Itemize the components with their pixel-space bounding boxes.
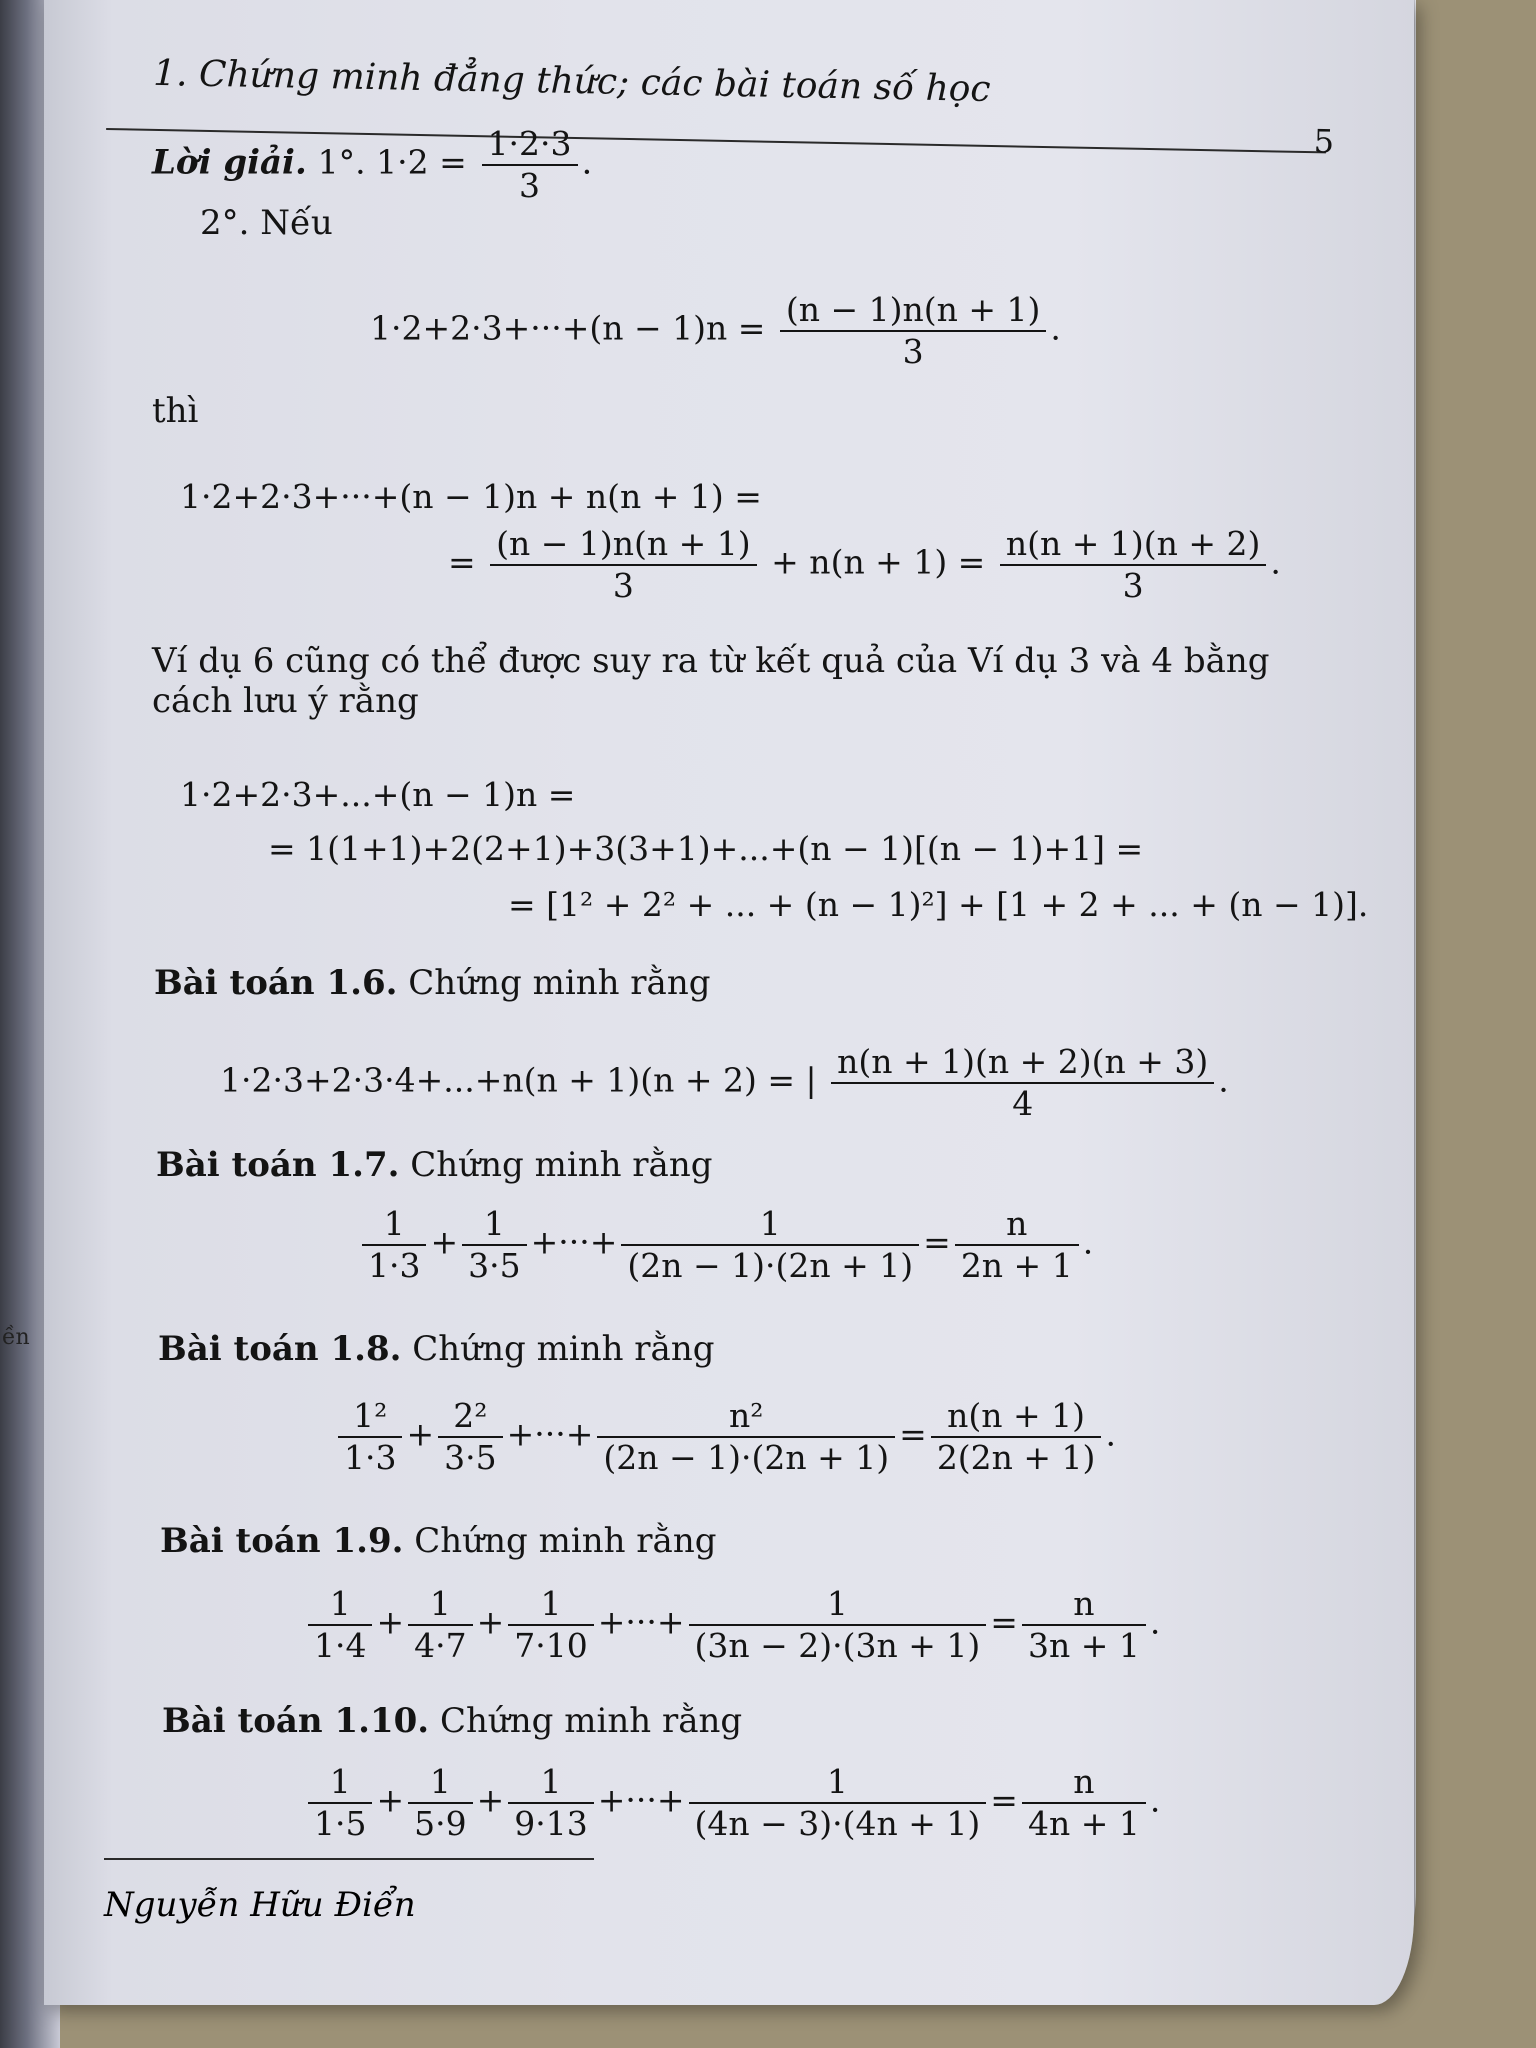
problem-1-8-equation: $\frac{\text{1²}}{1\cdot 3}$ + $\frac{\text{2²}}{3\cdot 5}$ +···+ $\frac{\text{n²}}{(2n - 1)\cdot(2n + 1)}$ = $\frac{n(n + 1)}{2(2n + 1)}$ .: [334, 1396, 1116, 1477]
step1-prefix: 1°. 1·2 =: [317, 142, 467, 182]
p9-t2-num: 1: [408, 1584, 472, 1626]
p8-dots: +···+: [506, 1414, 594, 1454]
problem-label: Bài toán 1.9.: [160, 1521, 404, 1561]
p10-term1: [308, 1762, 372, 1843]
p7-t2-den: 3·5: [468, 1245, 521, 1285]
p10-dots: +···+: [597, 1780, 685, 1820]
p7-t2-num: 1: [462, 1204, 526, 1246]
problem-1-6-heading: [154, 962, 710, 1005]
p10-t3-den: 9·13: [514, 1803, 588, 1843]
step1-den: 3: [519, 165, 541, 205]
solution-step-1: Lời giải. 1°. 1·2 = $\frac{1\cdot 2\cdot 3}{3}$ .: [152, 124, 593, 205]
p9-term2: [408, 1584, 472, 1665]
p10-tn-num: 1: [689, 1762, 987, 1804]
p10-t1-den: 1·5: [314, 1803, 367, 1843]
p9-tn-num: 1: [689, 1584, 987, 1626]
chapter-title: 1. Chứng minh đẳng thức; các bài toán số học: [152, 52, 991, 110]
p9-t1-num: 1: [308, 1584, 372, 1626]
eq2-mid: + n(n + 1) =: [771, 542, 986, 582]
problem-text: Chứng minh rằng: [414, 1521, 717, 1561]
eq2-num2: n(n + 1)(n + 2): [1000, 524, 1267, 566]
p9-dots: +···+: [597, 1602, 685, 1642]
p9-t3-den: 7·10: [514, 1625, 588, 1665]
spine-fragment: ền: [2, 1325, 30, 1350]
p8-tn-den: (2n − 1)·(2n + 1): [603, 1437, 890, 1477]
p8-t1-den: 1·3: [344, 1437, 397, 1477]
page-number: 5: [1313, 122, 1335, 161]
p7-t1-num: 1: [362, 1204, 426, 1246]
footer-author: Nguyễn Hữu Điển: [104, 1885, 416, 1925]
p8-r-num: n(n + 1): [931, 1396, 1102, 1438]
p10-t2-num: 1: [408, 1762, 472, 1804]
p9-tn-den: (3n − 2)·(3n + 1): [694, 1625, 981, 1665]
problem-1-9-heading: [160, 1520, 716, 1563]
p8-t1-num: 1²: [338, 1396, 402, 1438]
eq2-den2: 3: [1122, 565, 1144, 605]
problem-label: Bài toán 1.6.: [154, 963, 398, 1003]
p6-num: n(n + 1)(n + 2)(n + 3): [831, 1042, 1214, 1084]
book-page: [44, 0, 1414, 2005]
eq3-line2: = 1(1+1)+2(2+1)+3(3+1)+...+(n − 1)[(n − 1)+1] =: [268, 829, 1144, 868]
eq1-fraction: [780, 290, 1047, 371]
problem-1-10-heading: [162, 1700, 742, 1743]
p8-term1: [338, 1396, 402, 1477]
step2-label: 2°. Nếu: [200, 203, 333, 243]
problem-text: Chứng minh rằng: [408, 963, 711, 1003]
p9-term3: [508, 1584, 593, 1665]
step1-fraction: [482, 124, 578, 205]
then-word: thì: [152, 391, 199, 431]
problem-1-9-equation: $\frac{1}{1\cdot 4}$ + $\frac{1}{4\cdot 7}$ + $\frac{1}{7\cdot 10}$ +···+ $\frac{1}{(3n - 2)\cdot(3n + 1)}$ = $\frac{n}{3n + 1}$ .: [304, 1584, 1160, 1665]
p9-r-num: n: [1022, 1584, 1146, 1626]
eq2-den1: 3: [612, 565, 634, 605]
eq2-num1: (n − 1)n(n + 1): [490, 524, 757, 566]
p10-r-num: n: [1022, 1762, 1146, 1804]
paragraph-line-2: cách lưu ý rằng: [152, 681, 419, 721]
problem-text: Chứng minh rằng: [412, 1329, 715, 1369]
p7-r-num: n: [955, 1204, 1079, 1246]
solution-label: Lời giải.: [152, 142, 307, 183]
p7-t1-den: 1·3: [368, 1245, 421, 1285]
eq3-line1: 1·2+2·3+...+(n − 1)n =: [180, 775, 576, 814]
p7-term1: [362, 1204, 426, 1285]
p8-r-den: 2(2n + 1): [936, 1437, 1096, 1477]
p9-term-n: [689, 1584, 987, 1665]
eq2-equals: =: [448, 542, 476, 582]
p7-tn-den: (2n − 1)·(2n + 1): [627, 1245, 914, 1285]
p10-term2: [408, 1762, 472, 1843]
p9-t2-den: 4·7: [414, 1625, 467, 1665]
paragraph-line-1: Ví dụ 6 cũng có thể được suy ra từ kết quả của Ví dụ 3 và 4 bằng: [152, 641, 1270, 681]
p8-t2-num: 2²: [438, 1396, 502, 1438]
p8-term-n: [597, 1396, 895, 1477]
p7-result: [955, 1204, 1079, 1285]
eq2-line2: = $\frac{(n - 1)n(n + 1)}{3}$ + n(n + 1) = $\frac{n(n + 1)(n + 2)}{3}$ .: [448, 524, 1281, 605]
p10-tn-den: (4n − 3)·(4n + 1): [694, 1803, 981, 1843]
p10-t2-den: 5·9: [414, 1803, 467, 1843]
p7-dots: +···+: [530, 1222, 618, 1262]
p6-lhs: 1·2·3+2·3·4+...+n(n + 1)(n + 2) = |: [220, 1060, 817, 1100]
p9-t3-num: 1: [508, 1584, 593, 1626]
eq1-den: 3: [902, 331, 924, 371]
p6-fraction: [831, 1042, 1214, 1123]
p8-tn-num: n²: [597, 1396, 895, 1438]
p7-r-den: 2n + 1: [960, 1245, 1073, 1285]
p9-r-den: 3n + 1: [1027, 1625, 1140, 1665]
p10-term-n: [689, 1762, 987, 1843]
p10-t3-num: 1: [508, 1762, 593, 1804]
step1-num: 1·2·3: [482, 124, 578, 166]
p10-result: [1022, 1762, 1146, 1843]
p7-term2: [462, 1204, 526, 1285]
problem-1-8-heading: [158, 1328, 714, 1371]
p6-den: 4: [1012, 1083, 1034, 1123]
p7-tn-num: 1: [621, 1204, 919, 1246]
problem-1-10-equation: $\frac{1}{1\cdot 5}$ + $\frac{1}{5\cdot 9}$ + $\frac{1}{9\cdot 13}$ +···+ $\frac{1}{(4n - 3)\cdot(4n + 1)}$ = $\frac{n}{4n + 1}$ .: [304, 1762, 1160, 1843]
p8-result: [931, 1396, 1102, 1477]
p7-term-n: [621, 1204, 919, 1285]
p8-t2-den: 3·5: [444, 1437, 497, 1477]
p10-t1-num: 1: [308, 1762, 372, 1804]
problem-1-7-equation: $\frac{1}{1\cdot 3}$ + $\frac{1}{3\cdot 5}$ +···+ $\frac{1}{(2n - 1)\cdot(2n + 1)}$ = $\frac{n}{2n + 1}$ .: [358, 1204, 1093, 1285]
eq1-lhs: 1·2+2·3+···+(n − 1)n =: [370, 308, 766, 348]
p9-t1-den: 1·4: [314, 1625, 367, 1665]
eq2-fraction-2: [1000, 524, 1267, 605]
p10-term3: [508, 1762, 593, 1843]
problem-label: Bài toán 1.10.: [162, 1701, 430, 1741]
eq3-line3: = [1² + 2² + ... + (n − 1)²] + [1 + 2 + ... + (n − 1)].: [508, 885, 1369, 924]
p8-term2: [438, 1396, 502, 1477]
footer-rule: [104, 1858, 594, 1860]
problem-1-6-equation: 1·2·3+2·3·4+...+n(n + 1)(n + 2) = | $\frac{n(n + 1)(n + 2)(n + 3)}{4}$ .: [220, 1042, 1229, 1123]
problem-label: Bài toán 1.8.: [158, 1329, 402, 1369]
eq2-fraction-1: [490, 524, 757, 605]
problem-text: Chứng minh rằng: [439, 1701, 743, 1741]
problem-label: Bài toán 1.7.: [156, 1145, 400, 1185]
eq1-num: (n − 1)n(n + 1): [780, 290, 1047, 332]
p10-r-den: 4n + 1: [1027, 1803, 1140, 1843]
p9-term1: [308, 1584, 372, 1665]
problem-1-7-heading: [156, 1144, 712, 1187]
eq2-line1: 1·2+2·3+···+(n − 1)n + n(n + 1) =: [180, 477, 762, 516]
equation-hypothesis: 1·2+2·3+···+(n − 1)n = $\frac{(n - 1)n(n + 1)}{3}$ .: [370, 290, 1061, 371]
p9-result: [1022, 1584, 1146, 1665]
problem-text: Chứng minh rằng: [410, 1145, 713, 1185]
